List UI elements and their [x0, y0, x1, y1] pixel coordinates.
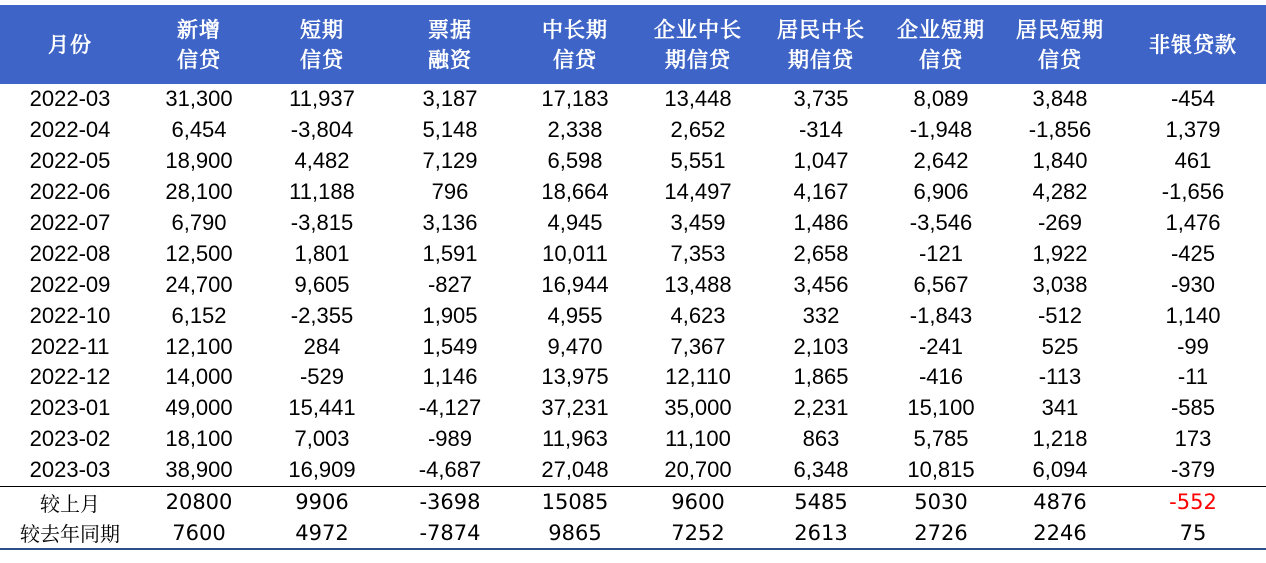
row-label-cell: 较去年同期 — [0, 517, 140, 549]
table-cell: 525 — [1041, 333, 1079, 359]
table-cell: -3,546 — [909, 210, 973, 235]
header-corporate-medium-long: 企业中长 期信贷 — [654, 17, 742, 72]
table-cell: 1,140 — [1165, 302, 1221, 328]
table-cell: -416 — [918, 364, 964, 390]
header-medium-long-term-credit: 中长期 信贷 — [542, 17, 608, 72]
table-cell: 1,865 — [793, 364, 849, 390]
header-short-term-credit: 短期 信贷 — [300, 17, 344, 72]
table-cell: 7,003 — [294, 426, 350, 452]
header-month: 月份 — [48, 32, 92, 57]
table-cell: 2,658 — [793, 240, 849, 266]
row-label-cell: 2023-01 — [29, 395, 111, 421]
table-cell: 9600 — [636, 486, 760, 517]
table-cell: 4972 — [258, 517, 386, 549]
header-non-bank-loans: 非银贷款 — [1149, 32, 1237, 57]
table-cell: 863 — [802, 426, 840, 452]
table-cell: -241 — [918, 333, 964, 359]
table-cell: 4,945 — [547, 210, 603, 235]
row-label-cell: 2022-12 — [29, 364, 111, 390]
table-cell: -2,355 — [290, 302, 354, 328]
table-row — [0, 362, 1266, 393]
table-cell: 11,963 — [542, 426, 608, 452]
table-cell: 11,937 — [289, 86, 355, 112]
table-cell: -99 — [1177, 333, 1209, 359]
table-cell: -454 — [1170, 86, 1216, 112]
table-cell: 4,482 — [294, 148, 350, 174]
table-cell: -314 — [798, 117, 844, 143]
table-cell: 5485 — [760, 486, 882, 517]
table-cell: 37,231 — [541, 395, 609, 421]
table-cell: 284 — [303, 333, 341, 359]
table-cell: -585 — [1170, 395, 1216, 421]
table-cell: 6,094 — [1032, 457, 1088, 483]
table-cell: 10,815 — [907, 457, 975, 483]
table-cell: 7252 — [636, 517, 760, 549]
table-cell: 2613 — [760, 517, 882, 549]
table-row — [0, 208, 1266, 239]
table-cell: 4,282 — [1032, 179, 1088, 205]
table-cell: -1,856 — [1028, 117, 1092, 143]
table-cell: 38,900 — [165, 457, 233, 483]
table-cell: -113 — [1038, 364, 1082, 390]
table-cell: 16,944 — [541, 271, 609, 297]
header-new-credit: 新增 信贷 — [177, 17, 221, 72]
table-cell: -1,843 — [909, 302, 973, 328]
table-cell: -3698 — [386, 486, 514, 517]
table-cell: 461 — [1174, 148, 1212, 174]
table-cell: 7,367 — [670, 333, 726, 359]
table-cell: 6,790 — [171, 210, 227, 235]
table-cell: 332 — [802, 302, 840, 328]
table-cell: 75 — [1120, 517, 1266, 549]
table-cell: 9865 — [514, 517, 636, 549]
table-cell: -7874 — [386, 517, 514, 549]
table-cell: 1,379 — [1165, 117, 1221, 143]
table-cell: 1,047 — [793, 148, 849, 174]
table-row — [0, 424, 1266, 455]
table-cell: 20,700 — [664, 457, 732, 483]
table-cell: 1,922 — [1032, 240, 1088, 266]
table-cell: 1,591 — [422, 240, 478, 266]
table-cell: 6,567 — [913, 271, 969, 297]
table-cell: 4,167 — [793, 179, 849, 205]
row-label-cell: 2022-03 — [29, 86, 111, 112]
table-cell: 16,909 — [288, 457, 356, 483]
table-row — [0, 115, 1266, 146]
table-cell: -379 — [1170, 457, 1216, 483]
table-row — [0, 238, 1266, 269]
table-cell: 3,136 — [422, 210, 478, 235]
table-cell: 173 — [1174, 426, 1212, 452]
table-cell: -425 — [1170, 240, 1216, 266]
table-cell: 49,000 — [165, 395, 233, 421]
table-cell: 4,955 — [547, 302, 603, 328]
row-label-cell: 2022-11 — [30, 333, 110, 359]
table-cell: 11,188 — [289, 179, 355, 205]
table-cell: 35,000 — [664, 395, 732, 421]
table-cell: 3,456 — [793, 271, 849, 297]
table-cell: 13,448 — [664, 86, 732, 112]
table-cell: 8,089 — [913, 86, 969, 112]
table-cell: 9,470 — [547, 333, 603, 359]
table-row — [0, 393, 1266, 424]
table-row — [0, 300, 1266, 331]
table-cell: 13,488 — [664, 271, 732, 297]
summary-row — [0, 517, 1266, 549]
table-cell: -269 — [1037, 210, 1083, 235]
table-cell: -3,815 — [290, 210, 354, 235]
table-cell: 5,148 — [422, 117, 478, 143]
table-cell: 11,100 — [665, 426, 731, 452]
table-cell: 6,454 — [171, 117, 227, 143]
table-cell: 5,785 — [913, 426, 969, 452]
header-bill-financing: 票据 融资 — [428, 17, 472, 72]
header-household-medium-long: 居民中长 期信贷 — [777, 17, 865, 72]
table-cell: 3,848 — [1032, 86, 1088, 112]
table-cell: 4,623 — [670, 302, 726, 328]
table-cell: -121 — [918, 240, 964, 266]
table-cell: -4,687 — [418, 457, 482, 483]
table-cell: 6,598 — [547, 148, 603, 174]
table-cell: 1,486 — [793, 210, 849, 235]
table-cell: 2246 — [1000, 517, 1120, 549]
table-row — [0, 269, 1266, 300]
table-cell: 17,183 — [541, 86, 609, 112]
table-cell: 10,011 — [542, 240, 608, 266]
table-cell: 15085 — [514, 486, 636, 517]
table-cell: 7,129 — [422, 148, 478, 174]
row-label-cell: 2023-02 — [29, 426, 111, 452]
table-cell: -512 — [1037, 302, 1083, 328]
table-row — [0, 331, 1266, 362]
table-cell: 15,100 — [907, 395, 975, 421]
table-cell: 12,110 — [665, 364, 731, 390]
row-label-cell: 2022-07 — [29, 210, 111, 235]
table-cell: 28,100 — [165, 179, 233, 205]
table-cell: 796 — [431, 179, 469, 205]
table-cell: 2,642 — [913, 148, 969, 174]
table-cell: 31,300 — [165, 86, 233, 112]
table-cell: 1,905 — [422, 302, 478, 328]
header-corporate-short-term: 企业短期 信贷 — [897, 17, 985, 72]
table-cell: 5,551 — [670, 148, 726, 174]
table-cell: -552 — [1120, 486, 1266, 517]
table-cell: 2,231 — [793, 395, 849, 421]
table-cell: 14,000 — [165, 364, 233, 390]
table-cell: 9906 — [258, 486, 386, 517]
table-cell: 3,187 — [422, 86, 478, 112]
table-cell: 20800 — [140, 486, 258, 517]
table-cell: 2,103 — [793, 333, 849, 359]
table-cell: -1,656 — [1161, 179, 1225, 205]
table-cell: 1,840 — [1032, 148, 1088, 174]
table-cell: 2,652 — [670, 117, 726, 143]
row-label-cell: 2023-03 — [29, 457, 111, 483]
table-cell: 9,605 — [294, 271, 350, 297]
table-cell: 1,218 — [1032, 426, 1088, 452]
summary-row — [0, 486, 1266, 517]
table-cell: 12,100 — [165, 333, 233, 359]
table-cell: 1,146 — [422, 364, 478, 390]
table-cell: 6,906 — [913, 179, 969, 205]
table-row — [0, 455, 1266, 486]
table-cell: 341 — [1041, 395, 1079, 421]
table-cell: 3,735 — [793, 86, 849, 112]
table-cell: 24,700 — [165, 271, 233, 297]
row-label-cell: 2022-04 — [29, 117, 111, 143]
table-cell: 27,048 — [541, 457, 609, 483]
table-cell: 6,152 — [171, 302, 227, 328]
row-label-cell: 2022-08 — [29, 240, 111, 266]
table-cell: 15,441 — [288, 395, 356, 421]
table-cell: 1,476 — [1165, 210, 1221, 235]
table-cell: -529 — [299, 364, 345, 390]
table-cell: 1,801 — [294, 240, 350, 266]
table-cell: 3,459 — [670, 210, 726, 235]
row-label-cell: 较上月 — [0, 486, 140, 517]
header-row — [0, 5, 1266, 84]
row-label-cell: 2022-05 — [29, 148, 111, 174]
table-cell: 13,975 — [541, 364, 609, 390]
table-cell: 7,353 — [670, 240, 726, 266]
table-row — [0, 177, 1266, 208]
table-cell: -4,127 — [418, 395, 482, 421]
table-cell: 18,664 — [541, 179, 609, 205]
table-cell: 3,038 — [1032, 271, 1088, 297]
table-cell: 18,900 — [165, 148, 233, 174]
table-cell: 18,100 — [165, 426, 233, 452]
table-cell: -1,948 — [909, 117, 973, 143]
credit-data-table — [0, 5, 1266, 550]
row-label-cell: 2022-06 — [29, 179, 111, 205]
table-cell: 7600 — [140, 517, 258, 549]
table-cell: 2,338 — [547, 117, 603, 143]
table-cell: -11 — [1177, 364, 1209, 390]
table-cell: 6,348 — [793, 457, 849, 483]
table-cell: 5030 — [882, 486, 1000, 517]
table-cell: -989 — [427, 426, 473, 452]
table-cell: 2726 — [882, 517, 1000, 549]
table-cell: 4876 — [1000, 486, 1120, 517]
table-cell: 14,497 — [664, 179, 732, 205]
row-label-cell: 2022-10 — [29, 302, 111, 328]
table-cell: -930 — [1170, 271, 1216, 297]
table-cell: 1,549 — [422, 333, 478, 359]
table-row — [0, 146, 1266, 177]
table-row — [0, 84, 1266, 115]
header-household-short-term: 居民短期 信贷 — [1016, 17, 1104, 72]
table-cell: -3,804 — [290, 117, 354, 143]
table-cell: -827 — [427, 271, 473, 297]
row-label-cell: 2022-09 — [29, 271, 111, 297]
table-cell: 12,500 — [165, 240, 233, 266]
